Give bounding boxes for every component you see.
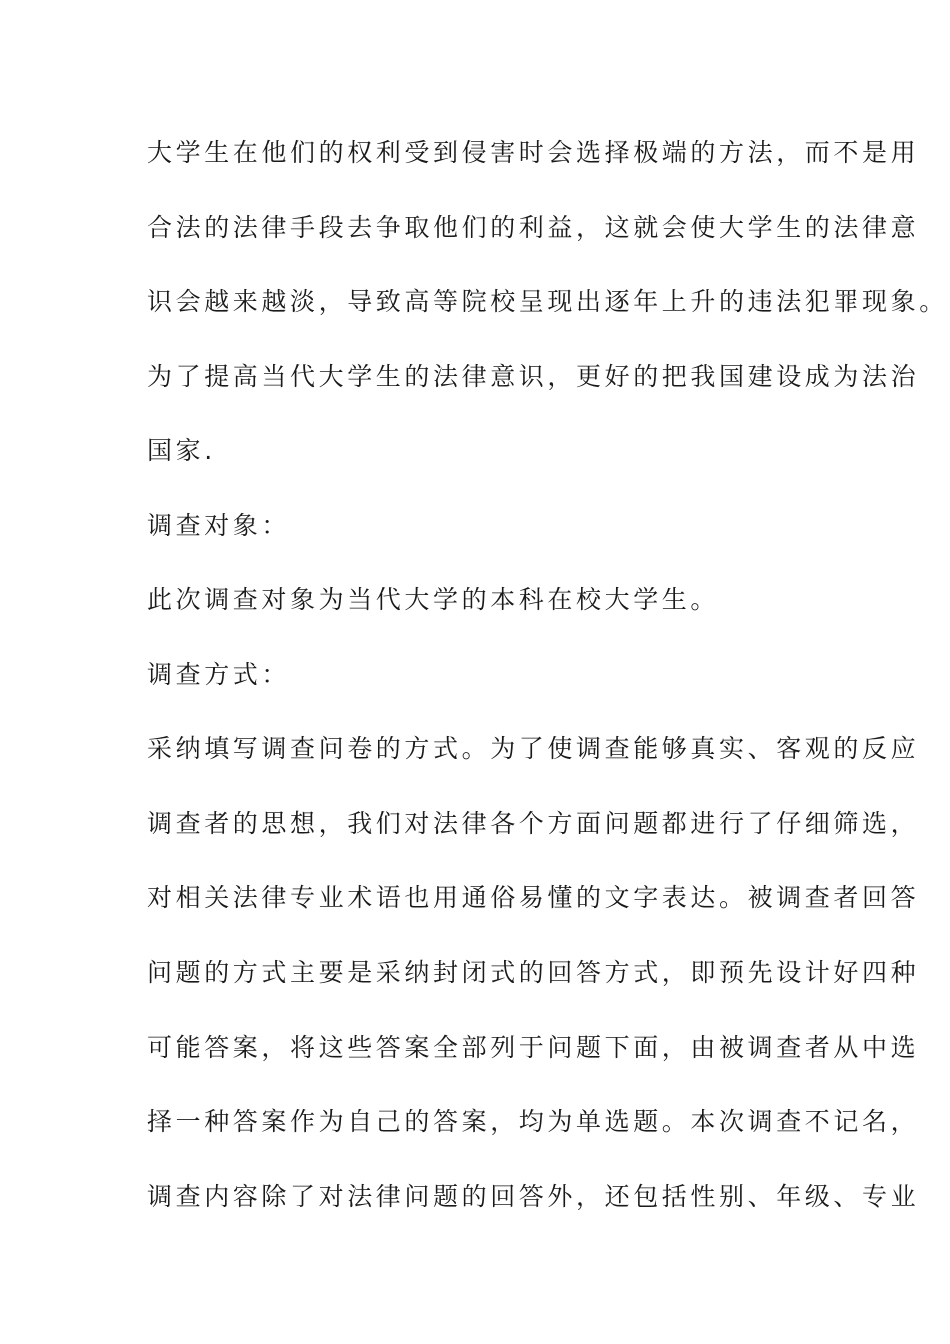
paragraph-line: 合法的法律手段去争取他们的利益，这就会使大学生的法律意 [147,213,920,242]
paragraph-line: 为了提高当代大学生的法律意识，更好的把我国建设成为法治 [147,362,920,391]
paragraph-line: 择一种答案作为自己的答案，均为单选题。本次调查不记名， [147,1107,920,1136]
paragraph-line: 此次调查对象为当代大学的本科在校大学生。 [147,585,720,614]
paragraph-line: 采纳填写调查问卷的方式。为了使调查能够真实、客观的反应 [147,734,920,763]
paragraph-line: 识会越来越淡，导致高等院校呈现出逐年上升的违法犯罪现象。 [147,287,948,316]
paragraph-line: 对相关法律专业术语也用通俗易懂的文字表达。被调查者回答 [147,883,920,912]
paragraph-line: 调查者的思想，我们对法律各个方面问题都进行了仔细筛选， [147,809,920,838]
paragraph-line: 大学生在他们的权利受到侵害时会选择极端的方法，而不是用 [147,138,920,167]
paragraph-line: 国家. [147,436,216,465]
section-heading-survey-method: 调查方式： [147,660,291,689]
section-heading-survey-subject: 调查对象： [147,511,291,540]
paragraph-line: 可能答案，将这些答案全部列于问题下面，由被调查者从中选 [147,1033,920,1062]
paragraph-line: 问题的方式主要是采纳封闭式的回答方式，即预先设计好四种 [147,958,920,987]
paragraph-line: 调查内容除了对法律问题的回答外，还包括性别、年级、专业 [147,1182,920,1211]
